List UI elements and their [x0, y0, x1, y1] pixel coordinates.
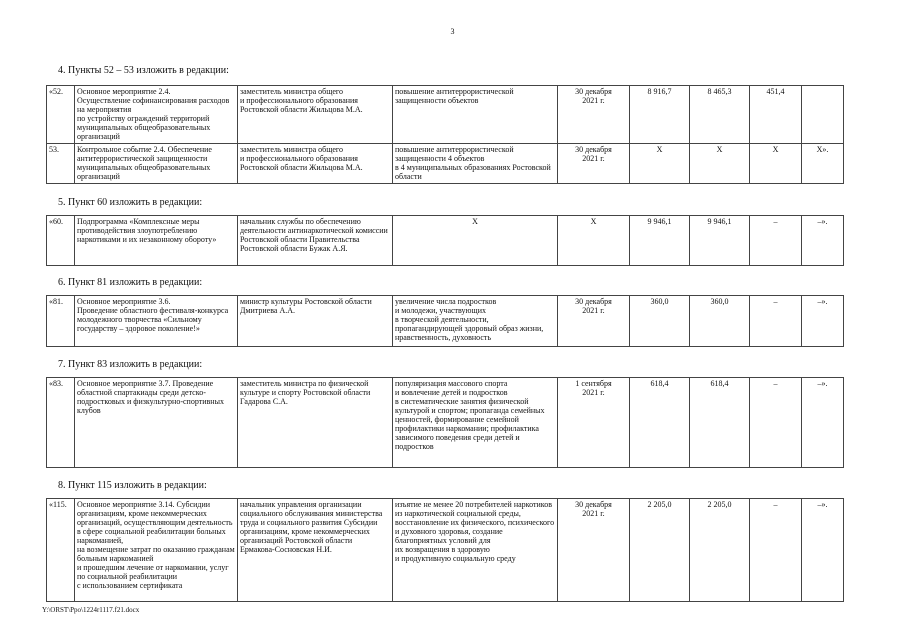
amount-other: Х». [802, 144, 844, 184]
amount-local: – [750, 378, 802, 468]
amount-local: – [750, 499, 802, 602]
deadline: 30 декабря 2021 г. [558, 296, 630, 347]
expected-result: повышение антитеррористической защищенности 4 объектов в 4 муниципальных образованиях Ростовской области [393, 144, 558, 184]
section-heading-points-52-53: 4. Пункты 52 – 53 изложить в редакции: [58, 65, 229, 76]
table-point-60 [46, 215, 844, 266]
row-number: «83. [47, 378, 75, 468]
expected-result: изъятие не менее 20 потребителей наркотиков из наркотической социальной среды, восстановление их физического, психического и духовного здоровья, создание благоприятных условий для их возвращения в здоровую и продуктивную социальную среду [393, 499, 558, 602]
amount-regional: 9 946,1 [690, 216, 750, 266]
deadline: 1 сентября 2021 г. [558, 378, 630, 468]
amount-total: 9 946,1 [630, 216, 690, 266]
amount-regional: 360,0 [690, 296, 750, 347]
deadline: Х [558, 216, 630, 266]
responsible-person: заместитель министра по физической культуре и спорту Ростовской области Гадарова С.А. [238, 378, 393, 468]
expected-result: Х [393, 216, 558, 266]
responsible-person: заместитель министра общего и профессионального образования Ростовской области Жильцова М.А. [238, 86, 393, 144]
row-number: «81. [47, 296, 75, 347]
table-row [47, 216, 844, 266]
amount-local: 451,4 [750, 86, 802, 144]
page-number: 3 [450, 27, 455, 36]
section-heading-point-83: 7. Пункт 83 изложить в редакции: [58, 359, 203, 370]
amount-local: – [750, 296, 802, 347]
expected-result: популяризация массового спорта и вовлечение детей и подростков в систематические занятия физической культурой и спортом; пропаганда семейных ценностей, формирование семейной профилактики наркомании; профилактика зависимого поведения среди детей и подростков [393, 378, 558, 468]
amount-total: 8 916,7 [630, 86, 690, 144]
event-name: Контрольное событие 2.4. Обеспечение антитеррористической защищенности муниципальных общеобразовательных организаций [75, 144, 238, 184]
section-heading-point-81: 6. Пункт 81 изложить в редакции: [58, 277, 203, 288]
amount-other: –». [802, 378, 844, 468]
section-heading-point-60: 5. Пункт 60 изложить в редакции: [58, 197, 203, 208]
expected-result: увеличение числа подростков и молодежи, участвующих в творческой деятельности, пропагандирующей здоровый образ жизни, нравственность, духовность [393, 296, 558, 347]
amount-regional: 618,4 [690, 378, 750, 468]
amount-total: 2 205,0 [630, 499, 690, 602]
event-name: Основное мероприятие 3.7. Проведение областной спартакиады среди детско-подростковых и физкультурно-спортивных клубов [75, 378, 238, 468]
responsible-person: заместитель министра общего и профессионального образования Ростовской области Жильцова М.А. [238, 144, 393, 184]
responsible-person: начальник службы по обеспечению деятельности антинаркотической комиссии Ростовской области Правительства Ростовской области Бужак А.Я. [238, 216, 393, 266]
event-name: Основное мероприятие 3.14. Субсидии организациям, кроме некоммерческих организаций, осуществляющим деятельность в сфере социальной реабилитации больных наркоманией, на возмещение затрат по оказанию гражданам больным наркоманией и прошедшим лечение от наркомании, услуг по социальной реабилитации с использованием сертификата [75, 499, 238, 602]
table-point-115 [46, 498, 844, 602]
deadline: 30 декабря 2021 г. [558, 144, 630, 184]
table-row [47, 296, 844, 347]
amount-total: 360,0 [630, 296, 690, 347]
table-points-52-53 [46, 85, 844, 184]
event-name: Основное мероприятие 2.4. Осуществление софинансирования расходов на мероприятия по устройству ограждений территорий муниципальных общеобразовательных организаций [75, 86, 238, 144]
responsible-person: министр культуры Ростовской области Дмитриева А.А. [238, 296, 393, 347]
amount-regional: 2 205,0 [690, 499, 750, 602]
event-name: Основное мероприятие 3.6. Проведение областного фестиваля-конкурса молодежного творчества «Сильному государству – здоровое поколение!» [75, 296, 238, 347]
amount-other: –». [802, 499, 844, 602]
deadline: 30 декабря 2021 г. [558, 86, 630, 144]
amount-other: –». [802, 216, 844, 266]
amount-local: Х [750, 144, 802, 184]
amount-other: –». [802, 296, 844, 347]
row-number: «60. [47, 216, 75, 266]
table-row [47, 499, 844, 602]
amount-regional: 8 465,3 [690, 86, 750, 144]
event-name: Подпрограмма «Комплексные меры противодействия злоупотреблению наркотиками и их незаконному обороту» [75, 216, 238, 266]
deadline: 30 декабря 2021 г. [558, 499, 630, 602]
table-row [47, 144, 844, 184]
amount-total: 618,4 [630, 378, 690, 468]
expected-result: повышение антитеррористической защищенности объектов [393, 86, 558, 144]
amount-local: – [750, 216, 802, 266]
section-heading-point-115: 8. Пункт 115 изложить в редакции: [58, 480, 207, 491]
amount-other [802, 86, 844, 144]
table-point-81 [46, 295, 844, 347]
amount-total: Х [630, 144, 690, 184]
amount-regional: Х [690, 144, 750, 184]
row-number: «115. [47, 499, 75, 602]
responsible-person: начальник управления организации социального обслуживания министерства труда и социального развития Субсидии организациям, кроме некоммерческих организаций Ростовской области Ермакова-Сосновская Н.И. [238, 499, 393, 602]
table-row [47, 378, 844, 468]
table-point-83 [46, 377, 844, 468]
footer-file-path: Y:\ORST\Ppo\1224r1117.f21.docx [42, 606, 140, 614]
row-number: 53. [47, 144, 75, 184]
row-number: «52. [47, 86, 75, 144]
table-row [47, 86, 844, 144]
